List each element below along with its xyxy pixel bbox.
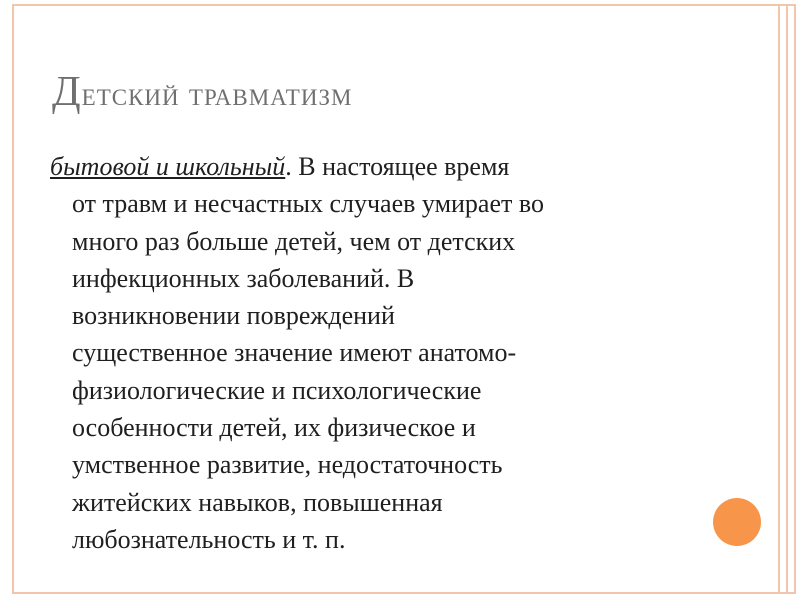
body-line: житейских навыков, повышенная <box>72 487 443 517</box>
body-line: от травм и несчастных случаев умирает во <box>72 189 544 219</box>
title-initial: Д <box>52 69 82 115</box>
frame-right-line-outer <box>786 4 788 594</box>
title-rest: етский травматизм <box>81 77 353 113</box>
body-line: инфекционных заболеваний. В <box>72 263 415 293</box>
body-line-first <box>50 148 690 185</box>
slide-body <box>50 148 690 558</box>
body-line: много раз больше детей, чем от детских <box>72 226 516 256</box>
body-line: любознательность и т. п. <box>72 524 346 554</box>
body-line: физиологические и психологические <box>72 375 482 405</box>
frame-right-line <box>778 4 780 594</box>
body-line: умственное развитие, недостаточность <box>72 450 503 480</box>
body-first-line-rest: . В настоящее время <box>285 152 510 181</box>
body-line: особенности детей, их физическое и <box>72 413 476 443</box>
body-line: существенное значение имеют анатомо- <box>72 338 517 368</box>
slide-title <box>52 68 352 116</box>
accent-dot <box>713 498 761 546</box>
body-line: возникновении повреждений <box>72 301 395 331</box>
body-emphasis: бытовой и школьный <box>50 152 286 181</box>
